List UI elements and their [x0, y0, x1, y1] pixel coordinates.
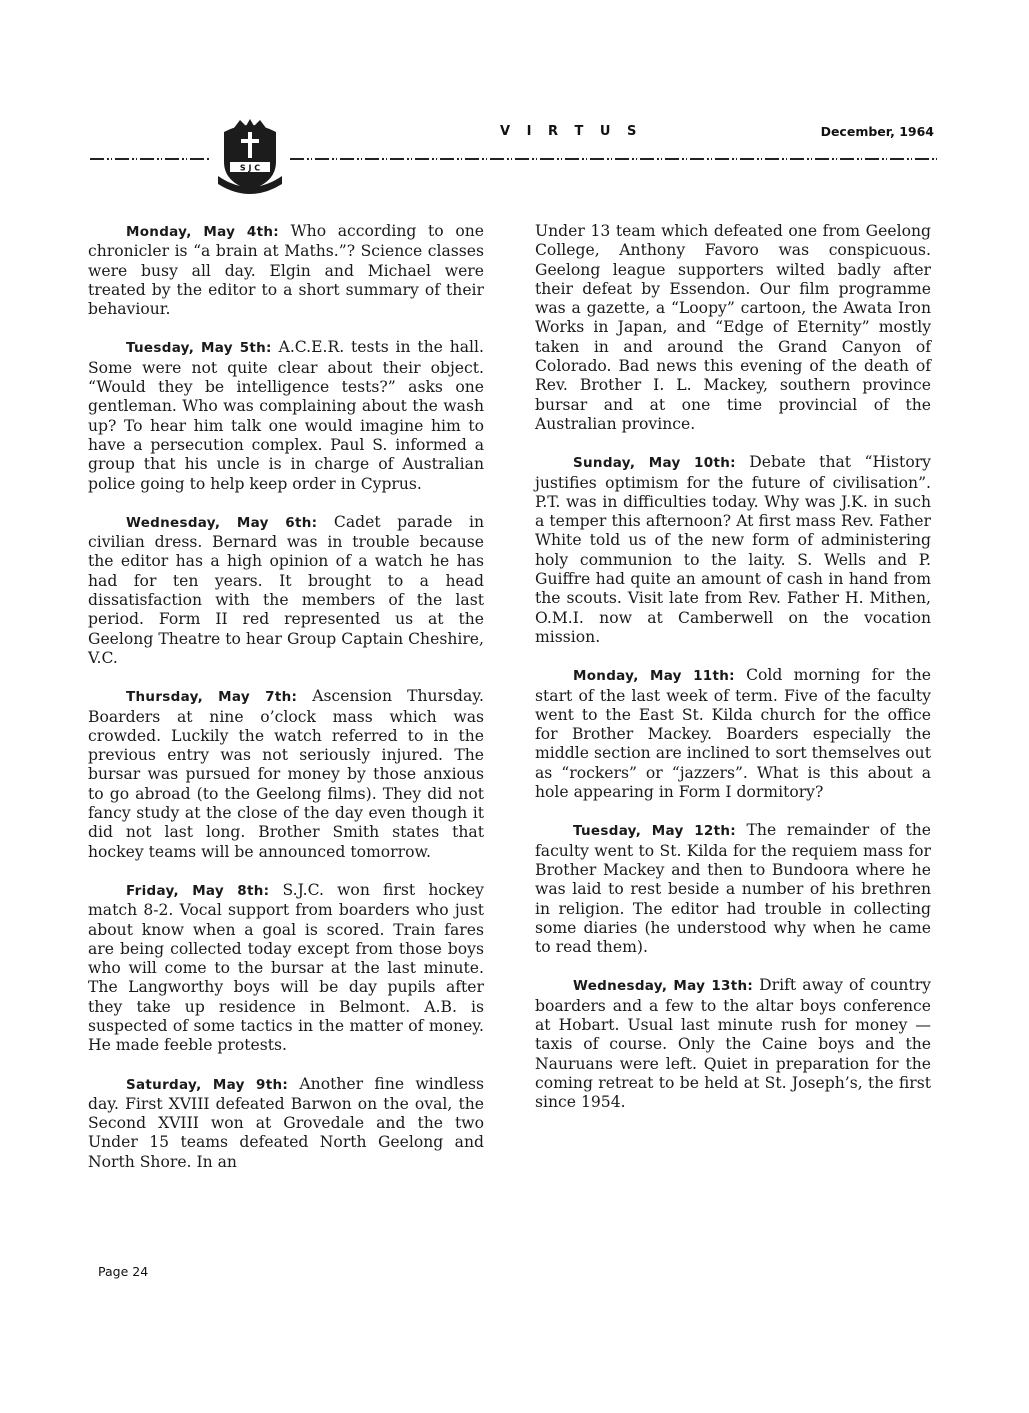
diary-entry	[88, 338, 484, 493]
header-rule-right	[290, 158, 938, 160]
entry-heading: Saturday, May 9th:	[126, 1076, 289, 1093]
entry-text: Who according to one chronicler is “a brain at Maths.”? Science classes were busy all day. Elgin and Michael were treated by the editor to a short summary of their behaviour.	[88, 222, 485, 319]
entry-heading: Sunday, May 10th:	[573, 455, 736, 472]
entry-text: Cold morning for the start of the last week of term. Five of the faculty went to the East St. Kilda church for the office for Brother Mackey. Boarders especially the middle section are inclined to sort themselves out as “rockers” or “jazzers”. What is this about a hole appearing in Form I dormitory?	[535, 666, 931, 802]
entry-heading: Friday, May 8th:	[126, 882, 270, 899]
entry-heading: Monday, May 11th:	[573, 668, 735, 685]
publication-title: V I R T U S	[500, 124, 643, 139]
diary-entry	[88, 222, 484, 319]
crest-letters: S J C	[239, 163, 261, 173]
diary-entry	[88, 1075, 484, 1172]
entry-heading: Wednesday, May 13th:	[573, 978, 754, 995]
left-column	[88, 222, 484, 1191]
entry-text: Debate that “History justifies optimism for the future of civilisation”. P.T. was in difficulties today. Why was J.K. in such a temper this afternoon? At first mass Rev. Father White told us of the new form of administering holy communion to the laity. S. Wells and P. Guiffre had quite an amount of cash in hand from the scouts. Visit late from Rev. Father H. Mithen, O.M.I. now at Camberwell on the vocation mission.	[535, 453, 931, 646]
diary-entry	[535, 666, 931, 802]
diary-entry	[535, 976, 931, 1112]
entry-heading: Thursday, May 7th:	[126, 689, 298, 706]
entry-text: Ascension Thursday. Boarders at nine o’clock mass which was crowded. Luckily the watch referred to in the previous entry was not seriously injured. The bursar was pursued for money by those anxious to go abroad (to the Geelong films). They did not fancy study at the close of the day even though it did not last long. Brother Smith states that hockey teams will be announced tomorrow.	[88, 687, 484, 861]
header-rule-left	[90, 158, 210, 160]
diary-entry	[535, 453, 931, 647]
entry-text: S.J.C. won first hockey match 8-2. Vocal support from boarders who just about know when a goal is scored. Train fares are being collected today except from those boys who will come to the bursar at the last minute. The Langworthy boys will be day pupils after they take up residence in Belmont. A.B. is suspected of some tactics in the matter of money. He made feeble protests.	[88, 880, 484, 1055]
page-number: Page 24	[98, 1264, 149, 1279]
diary-entry	[88, 881, 484, 1056]
diary-entry	[88, 687, 484, 862]
school-crest-icon	[214, 118, 286, 194]
entry-continuation: Under 13 team which defeated one from Geelong College, Anthony Favoro was conspicuous. Geelong league supporters wilted badly after their defeat by Essendon. Our film programme was a gazette, a “Loopy” cartoon, the Awata Iron Works in Japan, and “Edge of Eternity” mostly taken in and around the Grand Canyon of Colorado. Bad news this evening of the death of Rev. Brother I. L. Mackey, southern province bursar and at one time provincial of the Australian province.	[535, 222, 931, 433]
diary-entry	[88, 513, 484, 668]
issue-date: December, 1964	[820, 124, 934, 139]
entry-text: Another fine windless day. First XVIII defeated Barwon on the oval, the Second XVIII won at Grovedale and the two Under 15 teams defeated North Geelong and North Shore. In an	[88, 1074, 484, 1171]
diary-entry	[535, 821, 931, 957]
entry-text: Drift away of country boarders and a few to the altar boys conference at Hobart. Usual last minute rush for money — taxis of course. Only the Caine boys and the Nauruans were left. Quiet in preparation for the coming retreat to be held at St. Joseph’s, the first since 1954.	[535, 976, 931, 1112]
entry-text: Cadet parade in civilian dress. Bernard was in trouble because the editor has a high opinion of a watch he has had for ten years. It brought to a head dissatisfaction with the members of the last period. Form II red represented us at the Geelong Theatre to hear Group Captain Cheshire, V.C.	[88, 512, 485, 667]
entry-heading: Wednesday, May 6th:	[126, 514, 318, 531]
entry-heading: Tuesday, May 5th:	[126, 340, 272, 357]
entry-heading: Monday, May 4th:	[126, 224, 279, 240]
entry-text: A.C.E.R. tests in the hall. Some were not quite clear about their object. “Would they be intelligence tests?” asks one gentleman. Who was complaining about the wash up? To hear him talk one would imagine him to have a persecution complex. Paul S. informed a group that his uncle is in charge of Australian police going to help keep order in Cyprus.	[88, 338, 484, 493]
right-column	[535, 222, 931, 1131]
entry-text: The remainder of the faculty went to St. Kilda for the requiem mass for Brother Mackey and then to Bundoora where he was laid to rest beside a number of his brethren in religion. The editor had trouble in collecting some diaries (he understood why when he came to read them).	[535, 821, 931, 957]
entry-heading: Tuesday, May 12th:	[573, 823, 736, 840]
